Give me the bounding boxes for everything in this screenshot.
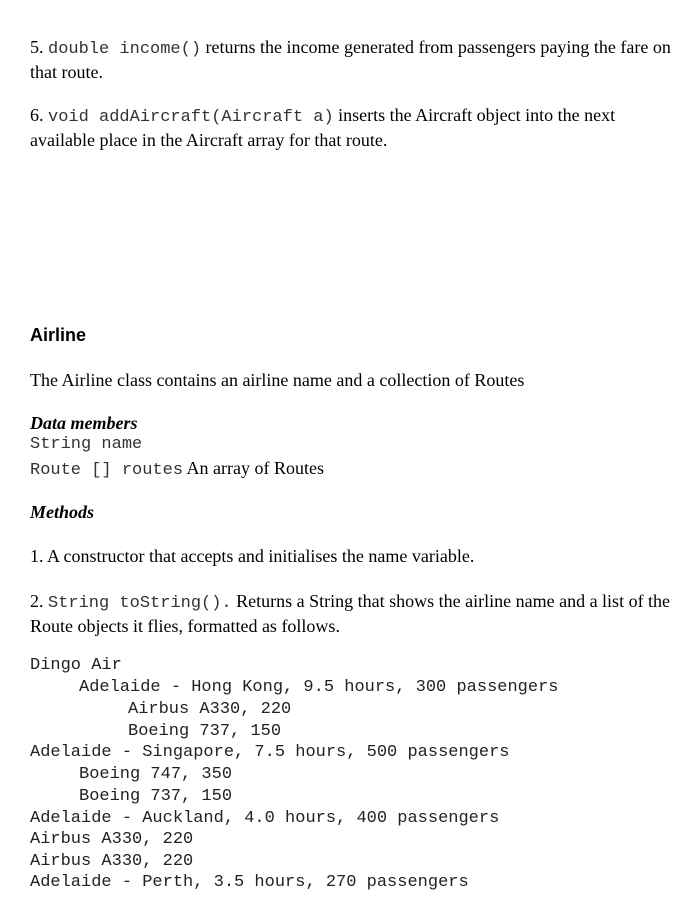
- method-2-signature: String toString().: [48, 594, 232, 613]
- method-6-signature: void addAircraft(Aircraft a): [48, 108, 334, 127]
- method-6-description: inserts the Aircraft object into the next available place in the Aircraft array for that route.: [30, 105, 616, 150]
- member-name-code: String name: [30, 435, 143, 454]
- method-2-number: 2.: [30, 591, 44, 611]
- output-route-line: Adelaide - Singapore, 7.5 hours, 500 passengers: [30, 743, 510, 762]
- output-route-line: Adelaide - Perth, 3.5 hours, 270 passengers: [30, 873, 469, 892]
- output-aircraft-line: Boeing 747, 350: [79, 765, 233, 784]
- output-aircraft-line: Airbus A330, 220: [30, 852, 194, 871]
- method-6-paragraph: [30, 104, 675, 152]
- airline-heading: Airline: [30, 325, 87, 345]
- output-airline-name: Dingo Air: [30, 656, 122, 675]
- method-2-description: Returns a String that shows the airline name and a list of the Route objects it flies, formatted as follows.: [30, 591, 671, 636]
- method-5-description: returns the income generated from passengers paying the fare on that route.: [30, 37, 671, 82]
- methods-heading: Methods: [30, 502, 95, 522]
- method-6-number: 6.: [30, 105, 44, 125]
- method-5-paragraph: [30, 36, 675, 84]
- output-aircraft-line: Airbus A330, 220: [30, 830, 194, 849]
- output-route-line: Adelaide - Hong Kong, 9.5 hours, 300 passengers: [79, 678, 559, 697]
- method-5-number: 5.: [30, 37, 44, 57]
- output-route-line: Adelaide - Auckland, 4.0 hours, 400 passengers: [30, 809, 500, 828]
- member-routes-line: [30, 457, 324, 482]
- method-2-paragraph: [30, 590, 675, 638]
- output-aircraft-line: Boeing 737, 150: [79, 787, 233, 806]
- method-1-paragraph: 1. A constructor that accepts and initialises the name variable.: [30, 546, 475, 566]
- member-routes-description: An array of Routes: [186, 458, 325, 478]
- data-members-heading: Data members: [30, 413, 138, 433]
- output-aircraft-line: Airbus A330, 220: [128, 700, 292, 719]
- method-5-signature: double income(): [48, 40, 202, 59]
- airline-description: The Airline class contains an airline name and a collection of Routes: [30, 370, 525, 390]
- member-routes-code: Route [] routes: [30, 461, 184, 480]
- output-aircraft-line: Boeing 737, 150: [128, 722, 282, 741]
